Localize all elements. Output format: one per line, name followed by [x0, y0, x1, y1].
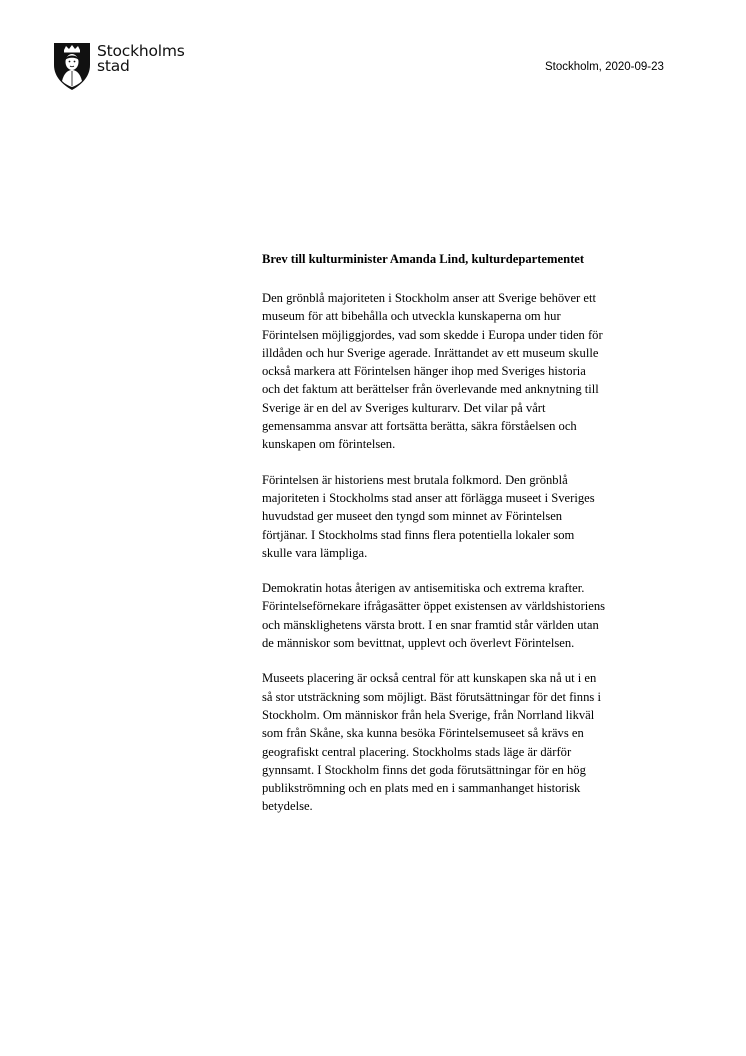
paragraph-3 [262, 579, 682, 652]
text-line: publikströmning och en plats med en i sammanhanget historisk [262, 781, 581, 796]
paragraph-2 [262, 471, 682, 562]
text-line: Demokratin hotas återigen av antisemitiska och extrema krafter. [262, 581, 585, 596]
letter-body [262, 251, 682, 816]
paragraph-1 [262, 289, 682, 454]
text-line: illdåden och hur Sverige agerade. Inrättandet av ett museum skulle [262, 345, 599, 360]
logo-line-2: stad [97, 57, 130, 75]
text-line: Den grönblå majoriteten i Stockholm anser att Sverige behöver ett [262, 291, 596, 305]
text-line: också markera att Förintelsen hänger ihop med Sveriges historia [262, 364, 586, 379]
letter-title: Brev till kulturminister Amanda Lind, kulturdepartementet [262, 252, 585, 266]
logo-wordmark [97, 44, 185, 74]
text-line: så stor utsträckning som möjligt. Bäst förutsättningar för det finns i [262, 689, 601, 704]
text-line: Stockholm. Om människor från hela Sverige, från Norrland likväl [262, 707, 595, 722]
text-line: betydelse. [262, 799, 313, 814]
text-line: gemensamma ansvar att fortsätta berätta, säkra förståelsen och [262, 419, 577, 434]
text-line: som från Skåne, ska kunna besöka Förintelsemuseet så krävs en [262, 726, 584, 741]
text-line: kunskapen om förintelsen. [262, 437, 396, 452]
text-line: Museets placering är också central för att kunskapen ska nå ut i en [262, 671, 597, 686]
stockholms-stad-logo [53, 41, 185, 91]
text-line: Förintelsen möjliggjordes, vad som skedde i Europa under tiden för [262, 327, 603, 342]
text-line: och mänsklighetens värsta brott. I en snar framtid står världen utan [262, 617, 599, 632]
text-line: majoriteten i Stockholms stad anser att förlägga museet i Sveriges [262, 490, 595, 505]
text-line: huvudstad ger museet den tyngd som minnet av Förintelsen [262, 509, 563, 524]
city-crest-icon [53, 41, 91, 91]
paragraph-4 [262, 669, 682, 815]
text-line: förtjänar. I Stockholms stad finns flera potentiella lokaler som [262, 527, 575, 542]
text-line: geografiskt central placering. Stockholms stads läge är därför [262, 744, 572, 759]
text-line: museum för att bibehålla och utveckla kunskaperna om hur [262, 309, 561, 324]
document-date: Stockholm, 2020-09-23 [545, 61, 664, 73]
text-line: de människor som bevittnat, upplevt och överlevt Förintelsen. [262, 636, 575, 651]
text-line: gynnsamt. I Stockholm finns det goda förutsättningar för en hög [262, 762, 586, 777]
text-line: Förintelseförnekare ifrågasätter öppet existensen av världshistoriens [262, 599, 606, 614]
text-line: och det faktum att berättelser från överlevande med anknytning till [262, 382, 599, 397]
text-line: Förintelsen är historiens mest brutala folkmord. Den grönblå [262, 472, 568, 487]
logo-line-1: Stockholms [97, 42, 185, 60]
text-line: skulle vara lämpliga. [262, 545, 368, 560]
text-line: Sverige är en del av Sveriges kulturarv. Det vilar på vårt [262, 400, 546, 415]
